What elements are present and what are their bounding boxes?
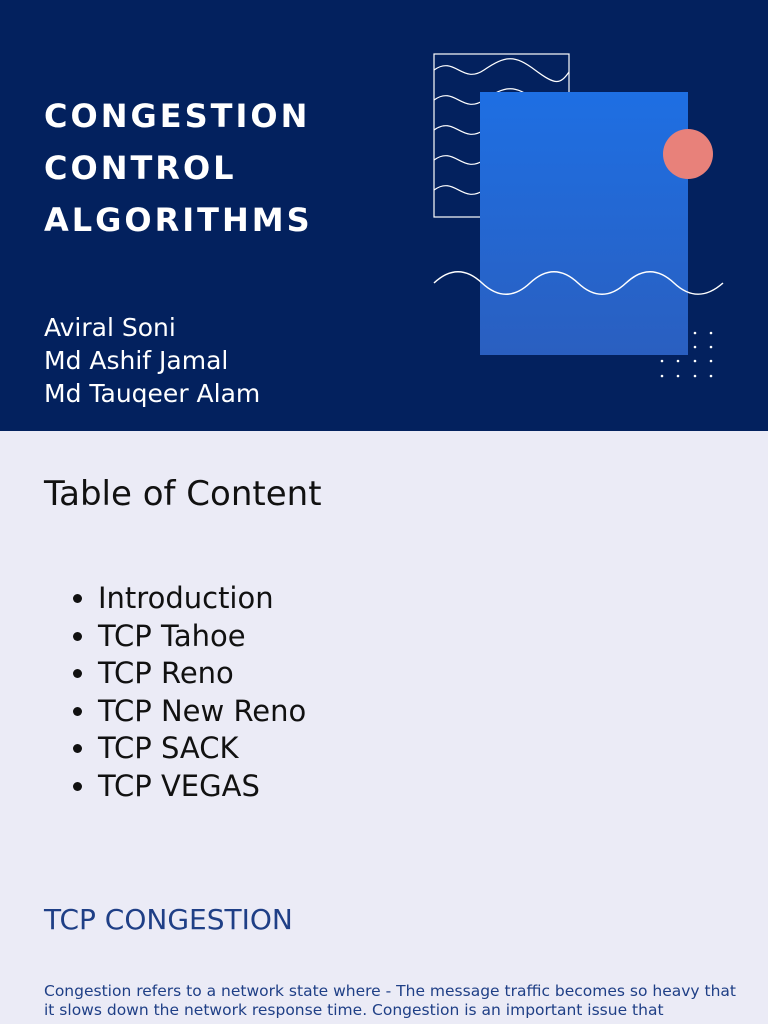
title-line: CONTROL — [44, 149, 237, 187]
section-body: Congestion refers to a network state where - The message traffic becomes so heavy that it slows down the network response time. Congestion is an important issue that — [44, 982, 736, 1019]
coral-circle — [663, 129, 713, 179]
blue-panel — [480, 92, 688, 355]
author-name: Md Tauqeer Alam — [44, 379, 261, 408]
toc-item: • TCP Reno — [98, 655, 306, 693]
toc-item: • TCP New Reno — [98, 693, 306, 731]
decorative-artwork — [420, 40, 740, 400]
author-name: Aviral Soni — [44, 313, 176, 342]
author-name: Md Ashif Jamal — [44, 346, 229, 375]
toc-heading: Table of Content — [44, 474, 322, 514]
toc-item: • TCP VEGAS — [98, 768, 306, 806]
toc-item: • TCP SACK — [98, 730, 306, 768]
toc-item: • TCP Tahoe — [98, 618, 306, 656]
title-line: ALGORITHMS — [44, 201, 313, 239]
toc-list — [58, 580, 306, 806]
cover-title — [44, 90, 313, 246]
title-line: CONGESTION — [44, 97, 311, 135]
author-list — [44, 311, 260, 410]
section-heading: TCP CONGESTION — [44, 903, 293, 936]
toc-item: • Introduction — [98, 580, 306, 618]
cover-banner — [0, 0, 768, 431]
